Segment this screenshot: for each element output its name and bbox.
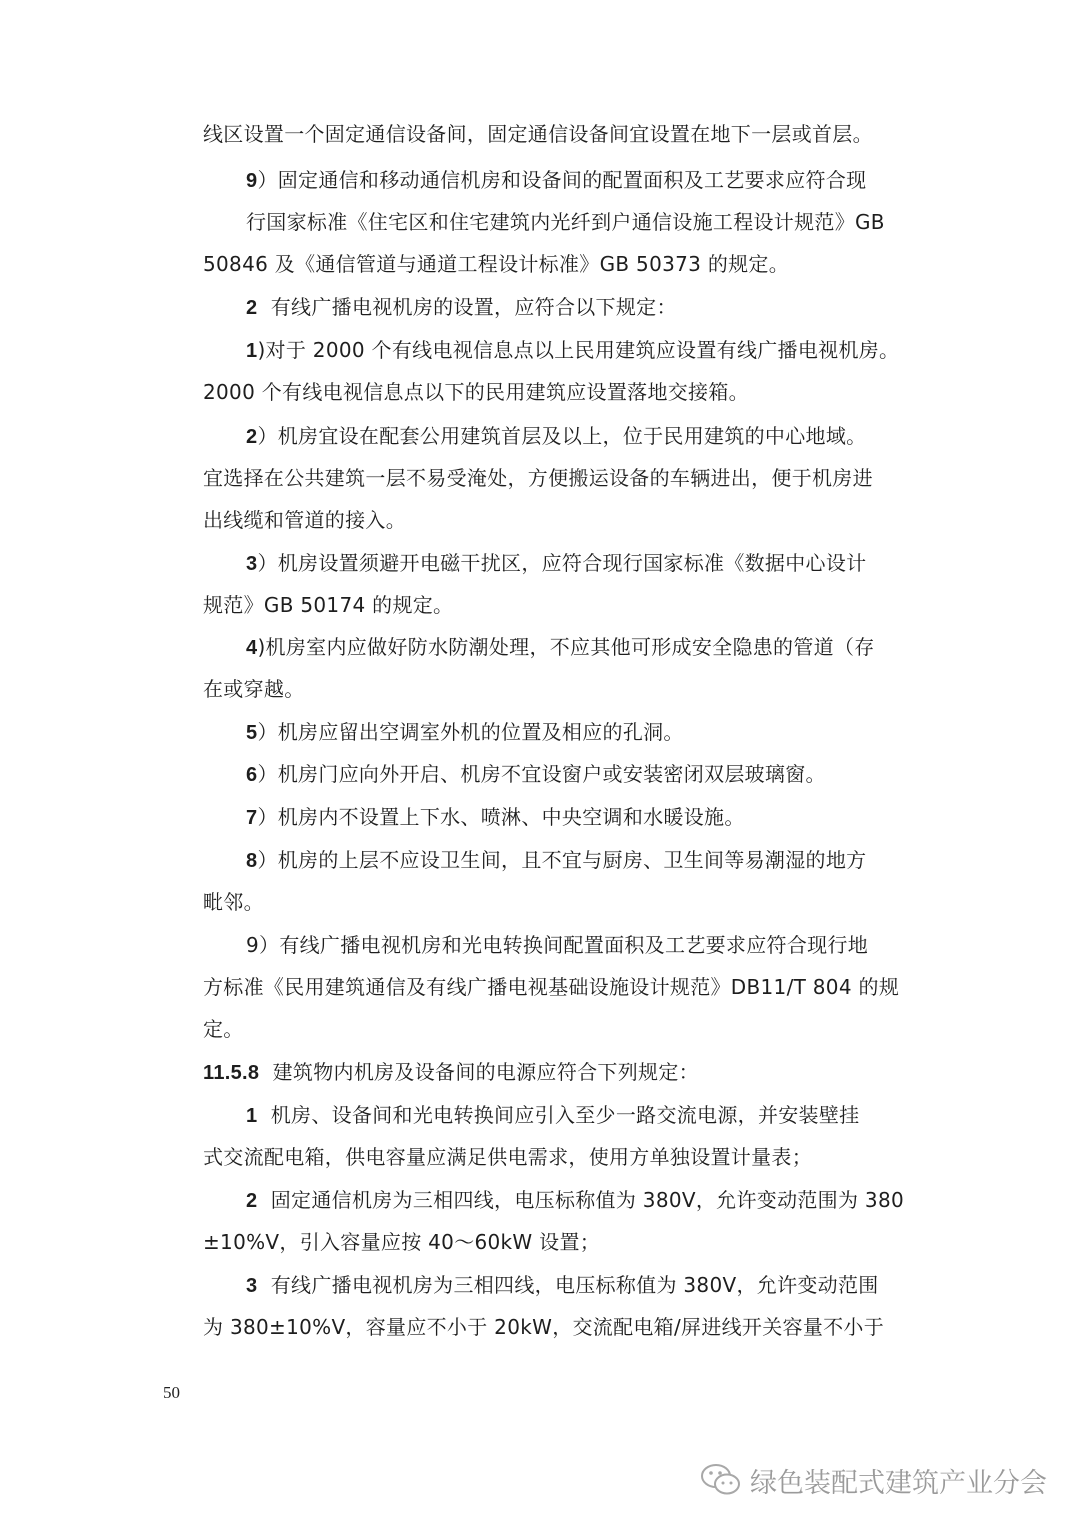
text-line [203,888,923,916]
line-text: 毗邻。 [203,890,264,914]
line-text: 定。 [203,1017,244,1041]
page-number: 50 [163,1383,180,1402]
line-text: 线区设置一个固定通信设备间，固定通信设备间宜设置在地下一层或首层。 [203,122,873,146]
text-line [246,422,926,451]
line-text: 出线缆和管道的接入。 [203,508,406,532]
line-text: 式交流配电箱，供电容量应满足供电需求，使用方单独设置计量表； [203,1145,812,1169]
line-text: ）机房设置须避开电磁干扰区，应符合现行国家标准《数据中心设计 [257,551,867,575]
item-number: 2 [246,426,258,448]
watermark [700,1458,1047,1502]
line-text: 机房、设备间和光电转换间应引入至少一路交流电源，并安装壁挂 [257,1103,860,1127]
text-line [203,120,923,148]
line-text: 为 380±10%V，容量应不小于 20kW，交流配电箱/屏进线开关容量不小于 [203,1315,885,1339]
text-line [246,1186,926,1215]
line-text: 有线广播电视机房的设置，应符合以下规定： [257,295,677,319]
item-number: 5 [246,722,258,744]
text-line [246,549,926,578]
text-line [203,591,923,619]
item-number: 9 [246,170,258,192]
text-line [203,250,923,278]
text-line [203,378,923,406]
line-text: ）机房门应向外开启、机房不宜设窗户或安装密闭双层玻璃窗。 [257,762,826,786]
text-line [246,846,926,875]
line-text: ±10%V，引入容量应按 40～60kW 设置； [203,1230,601,1254]
line-text: ）机房内不设置上下水、喷淋、中央空调和水暖设施。 [257,805,745,829]
line-text: 方标准《民用建筑通信及有线广播电视基础设施设计规范》DB11/T 804 的规 [203,975,900,999]
item-number: 8 [246,850,258,872]
item-number: 11.5.8 [203,1062,260,1084]
text-line [203,1228,923,1256]
text-line [203,1015,923,1043]
line-text: 有线广播电视机房为三相四线，电压标称值为 380V，允许变动范围 [257,1273,879,1297]
item-number: 7 [246,807,258,829]
line-text: 2000 个有线电视信息点以下的民用建筑应设置落地交接箱。 [203,380,749,404]
item-number: 2 [246,1190,258,1212]
line-text: 规范》GB 50174 的规定。 [203,593,454,617]
text-line [246,166,926,195]
text-line [246,931,926,959]
item-number: 3 [246,553,258,575]
text-line [203,1058,923,1087]
line-text: ）固定通信和移动通信机房和设备间的配置面积及工艺要求应符合现 [257,168,867,192]
wechat-icon [700,1462,742,1498]
text-line [246,760,926,789]
text-line [203,464,923,492]
text-line [246,803,926,832]
line-text: 9）有线广播电视机房和光电转换间配置面积及工艺要求应符合现行地 [246,933,869,957]
item-number: 6 [246,764,258,786]
watermark-text: 绿色装配式建筑产业分会 [750,1467,1047,1499]
text-line [203,675,923,703]
item-number: 2 [246,297,258,319]
item-number: 1 [246,1105,258,1127]
line-text: 行国家标准《住宅区和住宅建筑内光纤到户通信设施工程设计规范》GB [246,210,885,234]
item-number: 3 [246,1275,258,1297]
line-text: 宜选择在公共建筑一层不易受淹处，方便搬运设备的车辆进出，便于机房进 [203,466,873,490]
line-text: )对于 2000 个有线电视信息点以上民用建筑应设置有线广播电视机房。 [257,338,900,362]
line-text: 建筑物内机房及设备间的电源应符合下列规定： [259,1060,699,1084]
text-line [203,1313,923,1341]
text-line [246,336,926,365]
text-line [203,973,923,1001]
line-text: ）机房的上层不应设卫生间，且不宜与厨房、卫生间等易潮湿的地方 [257,848,867,872]
text-line [246,718,926,747]
text-line [203,506,923,534]
line-text: 50846 及《通信管道与通道工程设计标准》GB 50373 的规定。 [203,252,790,276]
text-line [246,1101,926,1130]
text-line [246,633,926,662]
line-text: )机房室内应做好防水防潮处理，不应其他可形成安全隐患的管道（存 [257,635,875,659]
text-line [246,293,926,322]
text-line [203,1143,923,1171]
line-text: ）机房应留出空调室外机的位置及相应的孔洞。 [257,720,684,744]
item-number: 1 [246,340,258,362]
line-text: ）机房宜设在配套公用建筑首层及以上，位于民用建筑的中心地域。 [257,424,867,448]
text-line [246,208,926,236]
line-text: 在或穿越。 [203,677,305,701]
item-number: 4 [246,637,258,659]
text-line [246,1271,926,1300]
line-text: 固定通信机房为三相四线，电压标称值为 380V，允许变动范围为 380 [257,1188,904,1212]
